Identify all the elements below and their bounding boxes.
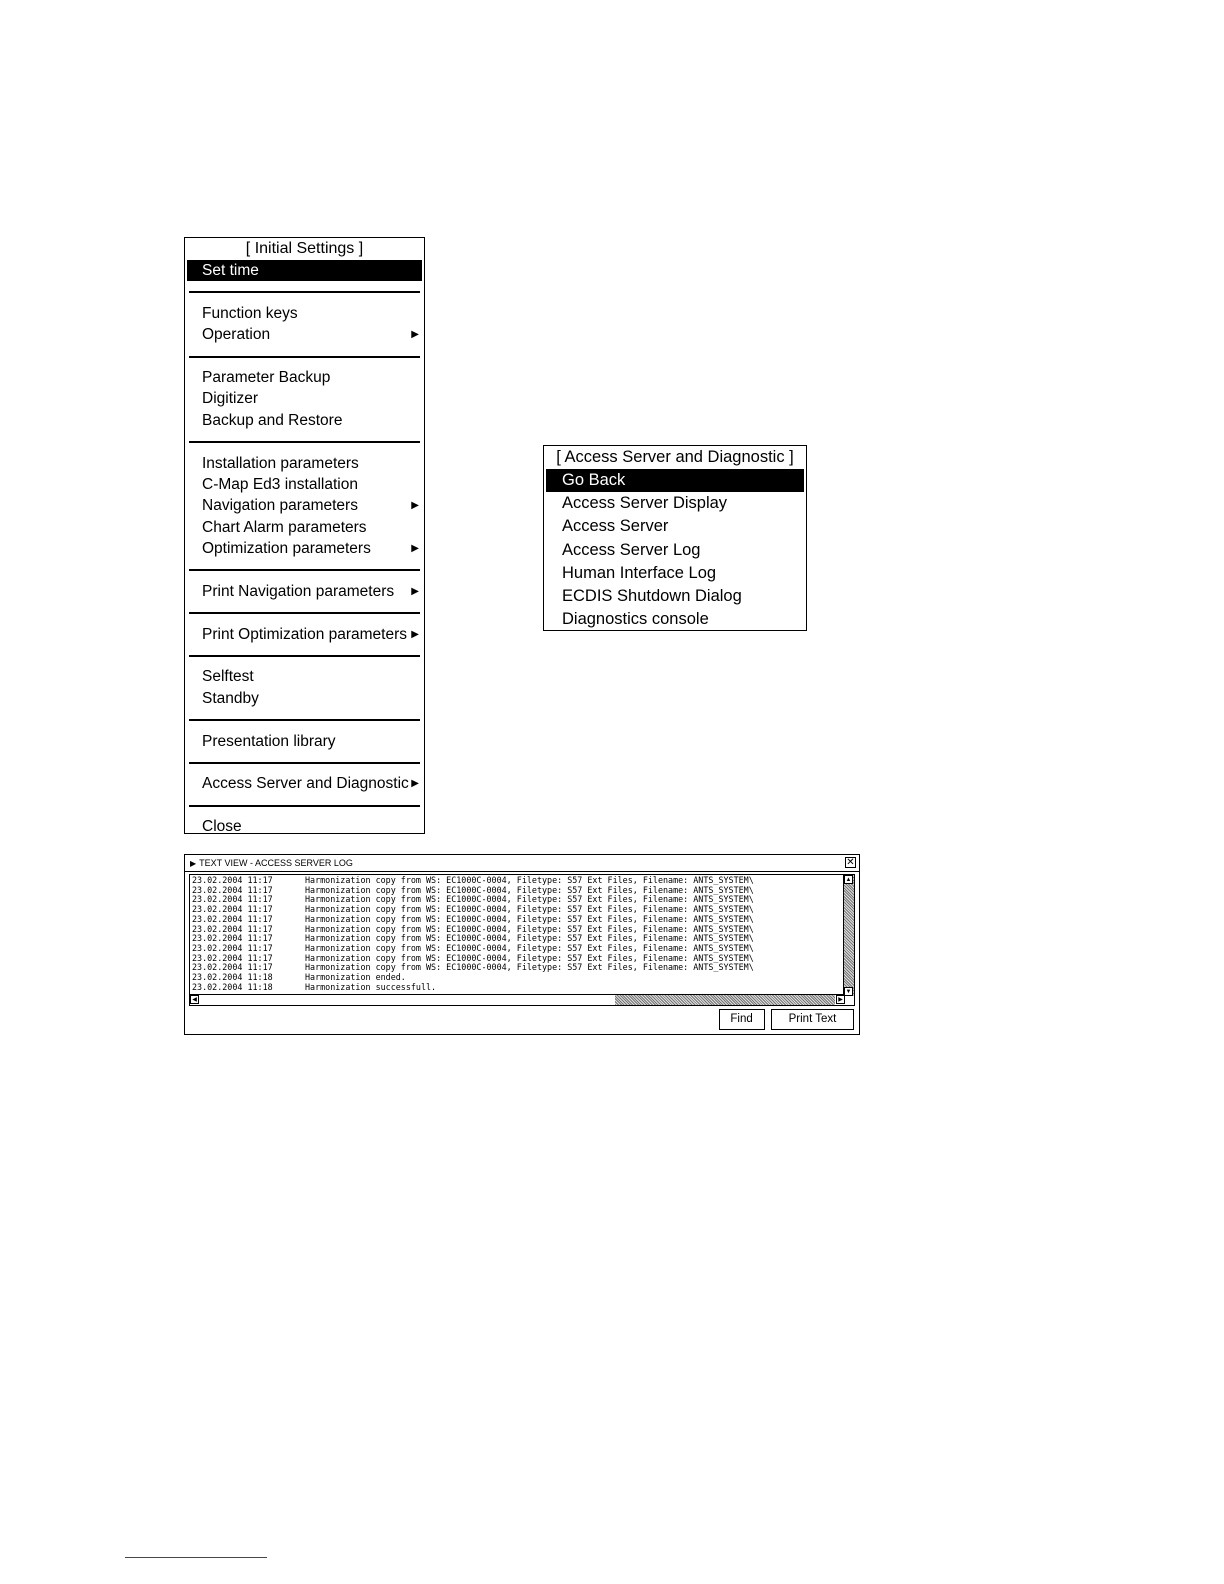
submenu-arrow-icon: ▶	[411, 543, 419, 555]
log-text-area[interactable]	[189, 874, 855, 1006]
menu-item-function-keys[interactable]	[185, 303, 424, 324]
submenu-item-access-server-display[interactable]: Access Server Display	[562, 494, 728, 513]
log-lines	[192, 876, 842, 992]
menu-item-backup-and-restore[interactable]	[185, 410, 424, 431]
menu-item-label: Backup and Restore	[202, 411, 343, 429]
menu-separator	[185, 559, 424, 580]
menu-item-label: Print Optimization parameters	[202, 625, 408, 643]
menu-item-parameter-backup[interactable]	[185, 367, 424, 388]
menu-item-set-time[interactable]	[187, 260, 422, 281]
close-icon[interactable]: ✕	[846, 857, 855, 868]
menu-item-label: Close	[202, 818, 242, 836]
menu-item-label: Standby	[202, 689, 259, 707]
menu-item-standby[interactable]	[185, 688, 424, 709]
separator-line	[189, 569, 420, 571]
window-title: TEXT VIEW - ACCESS SERVER LOG	[199, 858, 353, 868]
print-text-button[interactable]: Print Text	[771, 1009, 854, 1030]
menu-separator	[185, 795, 424, 816]
menu-item-label: Navigation parameters	[202, 497, 358, 515]
submenu-arrow-icon: ▶	[411, 329, 419, 341]
menu-item-label: Chart Alarm parameters	[202, 518, 367, 536]
submenu-arrow-icon: ▶	[411, 778, 419, 790]
separator-line	[189, 762, 420, 764]
log-timestamp: 23.02.2004 11:17	[192, 913, 273, 924]
menu-items	[185, 260, 424, 838]
menu-item-label: Print Navigation parameters	[202, 582, 395, 600]
separator-line	[189, 291, 420, 293]
menu-item-access-server-and-diagnostic[interactable]	[185, 773, 424, 794]
menu-title: [ Initial Settings ]	[245, 240, 364, 257]
log-message: Harmonization copy from WS: EC1000C-0004, Filetype: S57 Ext Files, Filename: ANTS_SYSTEM\	[305, 942, 754, 953]
menu-item-c-map-ed3-installation[interactable]	[185, 474, 424, 495]
log-message: Harmonization copy from WS: EC1000C-0004, Filetype: S57 Ext Files, Filename: ANTS_SYSTEM\	[305, 962, 754, 973]
log-message: Harmonization copy from WS: EC1000C-0004, Filetype: S57 Ext Files, Filename: ANTS_SYSTEM\	[305, 952, 754, 963]
log-message: Harmonization copy from WS: EC1000C-0004, Filetype: S57 Ext Files, Filename: ANTS_SYSTEM\	[305, 904, 754, 915]
submenu-items	[544, 469, 806, 631]
log-line	[192, 983, 842, 993]
scroll-right-icon[interactable]: ▶	[836, 995, 845, 1004]
log-message: Harmonization ended.	[305, 972, 406, 983]
log-timestamp: 23.02.2004 11:18	[192, 972, 273, 983]
menu-item-installation-parameters[interactable]	[185, 453, 424, 474]
text-view-window	[184, 854, 860, 1035]
initial-settings-menu	[184, 237, 425, 834]
submenu-arrow-icon: ▶	[411, 585, 419, 597]
submenu-item-access-server-log[interactable]: Access Server Log	[562, 540, 701, 559]
separator-line	[189, 441, 420, 443]
vertical-scrollbar[interactable]	[843, 875, 854, 996]
submenu-item-go-back[interactable]: Go Back	[546, 469, 804, 492]
separator-line	[189, 805, 420, 807]
submenu-title: [ Access Server and Diagnostic ]	[556, 448, 794, 466]
log-timestamp: 23.02.2004 11:17	[192, 952, 273, 963]
scroll-up-icon[interactable]: ▲	[845, 877, 852, 883]
log-message: Harmonization successfull.	[305, 981, 437, 992]
log-timestamp: 23.02.2004 11:17	[192, 942, 273, 953]
menu-item-label: Selftest	[202, 668, 254, 686]
menu-item-label: Installation parameters	[202, 454, 359, 472]
menu-separator	[185, 346, 424, 367]
log-timestamp: 23.02.2004 11:17	[192, 933, 273, 944]
log-message: Harmonization copy from WS: EC1000C-0004, Filetype: S57 Ext Files, Filename: ANTS_SYSTEM\	[305, 884, 754, 895]
menu-item-presentation-library[interactable]	[185, 731, 424, 752]
menu-item-print-navigation-parameters[interactable]	[185, 581, 424, 602]
log-timestamp: 23.02.2004 11:17	[192, 884, 273, 895]
menu-item-close[interactable]	[185, 816, 424, 837]
menu-item-selftest[interactable]	[185, 666, 424, 687]
menu-separator	[185, 709, 424, 730]
log-line	[192, 963, 842, 973]
menu-separator	[185, 431, 424, 452]
find-button[interactable]: Find	[719, 1009, 765, 1030]
footnote-rule	[125, 1557, 267, 1558]
log-timestamp: 23.02.2004 11:17	[192, 894, 273, 905]
menu-item-label: Access Server and Diagnostic	[202, 775, 409, 793]
menu-separator	[185, 602, 424, 623]
horizontal-scrollbar[interactable]	[190, 994, 845, 1005]
menu-item-label: Presentation library	[202, 732, 336, 750]
menu-item-digitizer[interactable]	[185, 388, 424, 409]
menu-item-optimization-parameters[interactable]	[185, 538, 424, 559]
menu-item-label: Digitizer	[202, 390, 258, 408]
submenu-arrow-icon: ▶	[411, 500, 419, 512]
window-menu-icon[interactable]: ▶	[190, 859, 197, 868]
menu-item-chart-alarm-parameters[interactable]	[185, 517, 424, 538]
menu-separator	[185, 281, 424, 302]
log-message: Harmonization copy from WS: EC1000C-0004, Filetype: S57 Ext Files, Filename: ANTS_SYSTEM\	[305, 923, 754, 934]
log-timestamp: 23.02.2004 11:17	[192, 923, 273, 934]
submenu-arrow-icon: ▶	[411, 628, 419, 640]
submenu-item-ecdis-shutdown-dialog[interactable]: ECDIS Shutdown Dialog	[562, 586, 742, 605]
menu-item-label: Operation	[202, 326, 271, 344]
menu-item-label: Function keys	[202, 304, 298, 322]
scrollbar-track[interactable]	[615, 995, 835, 1005]
log-timestamp: 23.02.2004 11:17	[192, 904, 273, 915]
menu-separator	[185, 752, 424, 773]
window-titlebar	[185, 855, 859, 872]
separator-line	[189, 612, 420, 614]
scroll-left-icon[interactable]: ◀	[190, 995, 199, 1004]
scroll-down-icon[interactable]: ▼	[845, 989, 852, 995]
access-server-menu	[543, 445, 807, 631]
log-message: Harmonization copy from WS: EC1000C-0004, Filetype: S57 Ext Files, Filename: ANTS_SYSTEM\	[305, 876, 754, 885]
separator-line	[189, 655, 420, 657]
menu-item-label: Optimization parameters	[202, 540, 371, 558]
menu-item-navigation-parameters[interactable]	[185, 495, 424, 516]
menu-separator	[185, 645, 424, 666]
log-message: Harmonization copy from WS: EC1000C-0004, Filetype: S57 Ext Files, Filename: ANTS_SYSTEM\	[305, 894, 754, 905]
menu-item-label: C-Map Ed3 installation	[202, 475, 358, 493]
submenu-item-access-server[interactable]: Access Server	[562, 517, 669, 536]
menu-item-label: Parameter Backup	[202, 368, 331, 386]
submenu-item-human-interface-log[interactable]: Human Interface Log	[562, 563, 717, 582]
log-timestamp: 23.02.2004 11:17	[192, 876, 273, 885]
window-buttons	[717, 1009, 854, 1030]
separator-line	[189, 719, 420, 721]
submenu-item-diagnostics-console[interactable]: Diagnostics console	[562, 610, 709, 629]
menu-item-operation[interactable]	[185, 324, 424, 345]
menu-item-label: Set time	[202, 262, 259, 279]
menu-item-print-optimization-parameters[interactable]	[185, 624, 424, 645]
log-message: Harmonization copy from WS: EC1000C-0004, Filetype: S57 Ext Files, Filename: ANTS_SYSTEM\	[305, 933, 754, 944]
log-message: Harmonization copy from WS: EC1000C-0004, Filetype: S57 Ext Files, Filename: ANTS_SYSTEM\	[305, 913, 754, 924]
log-timestamp: 23.02.2004 11:17	[192, 962, 273, 973]
log-line	[192, 973, 842, 983]
separator-line	[189, 356, 420, 358]
log-timestamp: 23.02.2004 11:18	[192, 981, 273, 992]
